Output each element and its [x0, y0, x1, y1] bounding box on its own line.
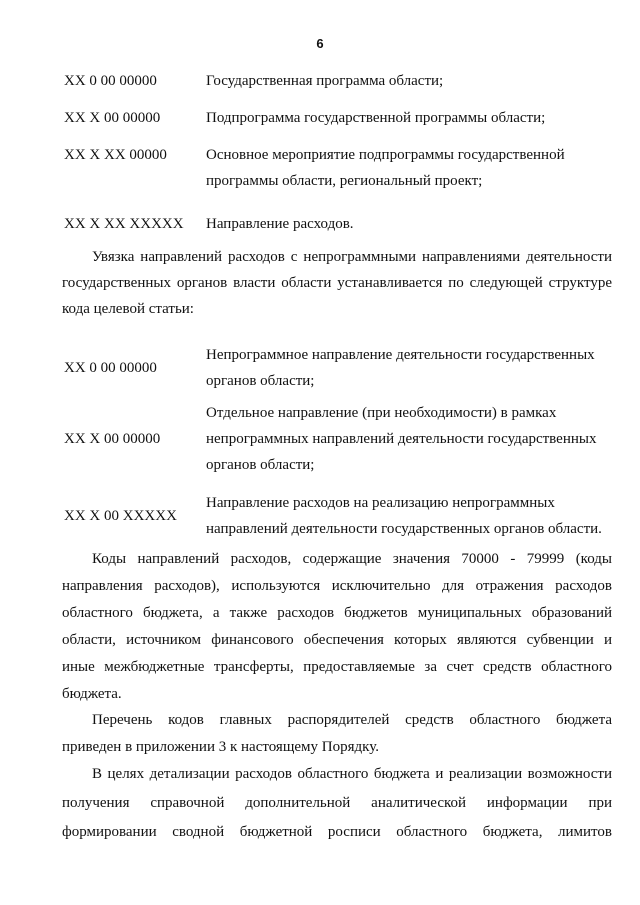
- description-line: Отдельное направление (при необходимости) в рамках: [206, 405, 557, 421]
- code-value: ХХ 0 00 00000: [64, 73, 157, 89]
- code-value: ХХ Х 00 00000: [64, 431, 161, 447]
- description-line: направлений деятельности государственных органов области.: [206, 521, 602, 537]
- description-line: Направление расходов на реализацию непрограммных: [206, 495, 555, 511]
- paragraph-line: бюджета.: [62, 686, 122, 702]
- paragraph-line: государственных органов власти области устанавливается по следующей структуре: [62, 275, 612, 291]
- code-row: [64, 490, 612, 542]
- code-description: [206, 142, 616, 194]
- paragraph-detailing-purpose: [62, 760, 612, 847]
- code-description: [206, 490, 616, 542]
- code-row: [64, 105, 612, 131]
- description-line: органов области;: [206, 373, 315, 389]
- description-line: Непрограммное направление деятельности государственных: [206, 347, 595, 363]
- page-number: 6: [316, 36, 324, 51]
- paragraph-line: В целях детализации расходов областного бюджета и реализации возможности: [92, 766, 612, 782]
- code-description: [206, 342, 616, 394]
- paragraph-line: области, источником финансового обеспечения которых являются субвенции и: [62, 632, 612, 648]
- paragraph-line: областного бюджета, а также расходов бюджетов муниципальных образований: [62, 605, 612, 621]
- code-description: [206, 400, 616, 478]
- code-value: ХХ Х ХХ ХХХХХ: [64, 216, 184, 232]
- paragraph-line: иные межбюджетные трансферты, предоставляемые за счет средств областного: [62, 659, 612, 675]
- code-value: ХХ Х ХХ 00000: [64, 147, 167, 163]
- code-value: ХХ Х 00 ХХХХХ: [64, 508, 177, 524]
- paragraph-line: направления расходов), используются исключительно для отражения расходов: [62, 578, 612, 594]
- description-line: Государственная программа области;: [206, 73, 444, 89]
- code-value: ХХ Х 00 00000: [64, 110, 161, 126]
- paragraph-line: приведен в приложении 3 к настоящему Порядку.: [62, 739, 379, 755]
- paragraph-line: Перечень кодов главных распорядителей средств областного бюджета: [92, 712, 612, 728]
- code-description: [206, 105, 616, 131]
- paragraph-line: Увязка направлений расходов с непрограммными направлениями деятельности: [92, 249, 612, 265]
- paragraph-line: получения справочной дополнительной аналитической информации при: [62, 795, 612, 811]
- description-line: программы области, региональный проект;: [206, 173, 483, 189]
- paragraph-line: Коды направлений расходов, содержащие значения 70000 - 79999 (коды: [92, 551, 612, 567]
- paragraph-expense-codes: [62, 546, 612, 708]
- paragraph-link-structure: [62, 244, 612, 322]
- code-description: [206, 211, 616, 237]
- code-row: [64, 211, 612, 237]
- code-row: [64, 342, 612, 394]
- description-line: непрограммных направлений деятельности государственных: [206, 431, 597, 447]
- code-row: [64, 68, 612, 94]
- description-line: Направление расходов.: [206, 216, 354, 232]
- paragraph-line: кода целевой статьи:: [62, 301, 194, 317]
- description-line: Подпрограмма государственной программы области;: [206, 110, 546, 126]
- code-value: ХХ 0 00 00000: [64, 360, 157, 376]
- code-row: [64, 400, 612, 478]
- paragraph-line: формировании сводной бюджетной росписи областного бюджета, лимитов: [62, 824, 612, 840]
- description-line: Основное мероприятие подпрограммы государственной: [206, 147, 565, 163]
- paragraph-administrators-list: [62, 707, 612, 761]
- code-description: [206, 68, 616, 94]
- code-row: [64, 142, 612, 194]
- description-line: органов области;: [206, 457, 315, 473]
